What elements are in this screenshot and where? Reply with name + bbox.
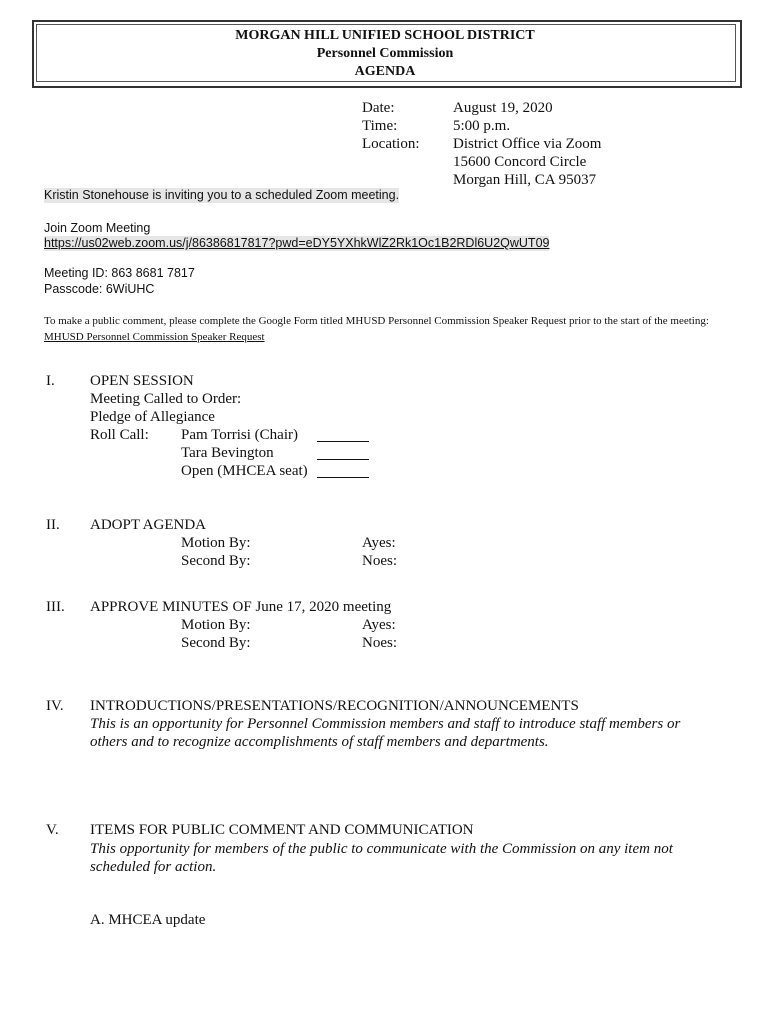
- section-title: APPROVE MINUTES OF June 17, 2020 meeting: [90, 599, 392, 615]
- motion-by-label: Motion By:: [181, 535, 251, 551]
- district-name: MORGAN HILL UNIFIED SCHOOL DISTRICT: [235, 28, 535, 43]
- section-description-line: This opportunity for members of the public to communicate with the Commission on any item not: [90, 841, 673, 857]
- zoom-join-link[interactable]: https://us02web.zoom.us/j/86386817817?pwd=eDY5YXhkWlZ2Rk1Oc1B2RDl6U2QwUT09: [44, 236, 550, 250]
- time-value: 5:00 p.m.: [453, 118, 511, 134]
- second-by-label: Second By:: [181, 553, 251, 569]
- commission-name: Personnel Commission: [316, 46, 454, 61]
- noes-label: Noes:: [362, 553, 397, 569]
- join-zoom-label: Join Zoom Meeting: [44, 221, 151, 235]
- section-numeral: III.: [46, 599, 65, 615]
- ayes-label: Ayes:: [362, 535, 396, 551]
- document-header: [36, 27, 734, 81]
- roll-member: Open (MHCEA seat): [181, 463, 308, 479]
- roll-call-blank: [317, 427, 369, 447]
- second-by-label: Second By:: [181, 635, 251, 651]
- location-label: Location:: [362, 136, 420, 152]
- public-comment-text: To make a public comment, please complete the Google Form titled MHUSD Personnel Commission Speaker Request prior to the start of the meeting:: [44, 315, 709, 327]
- meeting-called-line: Meeting Called to Order:: [90, 391, 242, 407]
- section-title: OPEN SESSION: [90, 373, 194, 389]
- public-comment-paragraph: [44, 313, 724, 345]
- section-title: ITEMS FOR PUBLIC COMMENT AND COMMUNICATION: [90, 822, 474, 838]
- sub-item-mhcea-update: A. MHCEA update: [90, 912, 206, 928]
- roll-member: Tara Bevington: [181, 445, 274, 461]
- date-label: Date:: [362, 100, 395, 116]
- section-title: INTRODUCTIONS/PRESENTATIONS/RECOGNITION/ANNOUNCEMENTS: [90, 698, 579, 714]
- roll-call-blank: [317, 445, 369, 465]
- roll-member: Pam Torrisi (Chair): [181, 427, 298, 443]
- location-line-1: District Office via Zoom: [453, 136, 602, 152]
- ayes-label: Ayes:: [362, 617, 396, 633]
- section-title: ADOPT AGENDA: [90, 517, 206, 533]
- time-label: Time:: [362, 118, 398, 134]
- section-numeral: V.: [46, 822, 59, 838]
- motion-by-label: Motion By:: [181, 617, 251, 633]
- date-value: August 19, 2020: [453, 100, 553, 116]
- noes-label: Noes:: [362, 635, 397, 651]
- roll-call-blank: [317, 463, 369, 483]
- section-description-line: others and to recognize accomplishments of staff members and departments.: [90, 734, 549, 750]
- speaker-request-link[interactable]: MHUSD Personnel Commission Speaker Request: [44, 331, 265, 343]
- section-numeral: II.: [46, 517, 60, 533]
- roll-call-label: Roll Call:: [90, 427, 149, 443]
- section-numeral: IV.: [46, 698, 64, 714]
- location-line-2: 15600 Concord Circle: [453, 154, 587, 170]
- location-line-3: Morgan Hill, CA 95037: [453, 172, 597, 188]
- meeting-id: Meeting ID: 863 8681 7817: [44, 266, 195, 280]
- document-title: AGENDA: [354, 64, 416, 79]
- passcode: Passcode: 6WiUHC: [44, 282, 155, 296]
- zoom-invite-text: Kristin Stonehouse is inviting you to a scheduled Zoom meeting.: [44, 188, 400, 202]
- section-description-line: scheduled for action.: [90, 859, 217, 875]
- pledge-line: Pledge of Allegiance: [90, 409, 215, 425]
- section-description-line: This is an opportunity for Personnel Commission members and staff to introduce staff members or: [90, 716, 681, 732]
- section-numeral: I.: [46, 373, 55, 389]
